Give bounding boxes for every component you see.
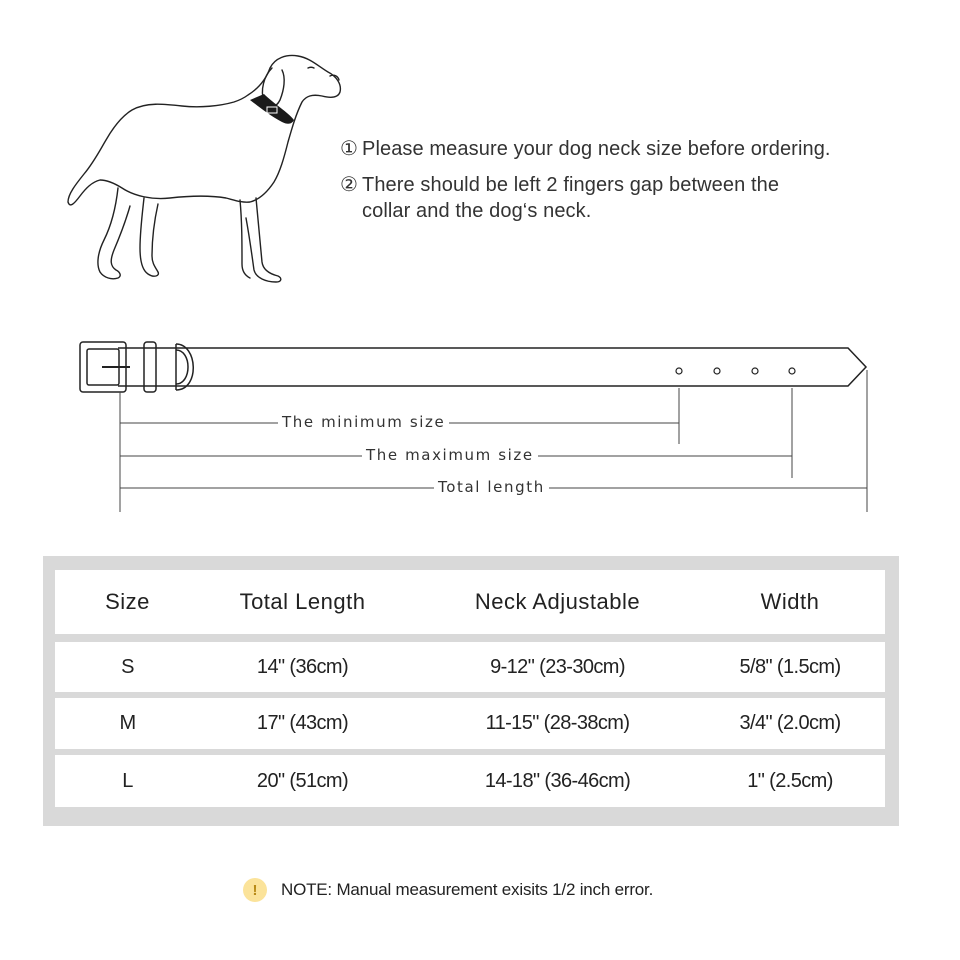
cell-total-length: 17" (43cm) (256, 712, 349, 734)
cell-total-length: 20" (51cm) (256, 769, 349, 792)
collar-strap (118, 348, 866, 386)
note-text: NOTE: Manual measurement exisits 1/2 inch error. (281, 880, 654, 899)
table-row (55, 642, 885, 692)
collar-diagram (0, 320, 960, 530)
min-size-label: The minimum size (278, 413, 449, 431)
total-length-label: Total length (434, 478, 549, 496)
cell-total-length: 14" (36cm) (256, 655, 349, 678)
cell-size: M (119, 712, 136, 734)
max-size-label: The maximum size (362, 446, 538, 464)
table-row (55, 698, 885, 749)
size-table (43, 556, 899, 826)
instruction-2-continuation: collar and the dog‘s neck. (362, 200, 592, 222)
instruction-2-text: There should be left 2 fingers gap between the (362, 174, 780, 196)
warning-icon: ! (243, 878, 267, 902)
keeper-loop (144, 342, 156, 392)
cell-width: 5/8" (1.5cm) (739, 655, 841, 678)
measurement-note (243, 877, 653, 903)
cell-width: 1" (2.5cm) (747, 769, 833, 792)
cell-neck-adjustable: 9-12" (23-30cm) (490, 655, 625, 678)
header-size: Size (105, 589, 150, 614)
cell-size: L (122, 769, 133, 792)
instruction-1-marker: ① (340, 138, 359, 160)
table-header-row (55, 570, 885, 634)
dog-illustration (60, 50, 350, 290)
header-total-length: Total Length (239, 589, 366, 614)
instruction-2-marker: ② (340, 174, 359, 196)
cell-width: 3/4" (2.0cm) (739, 712, 841, 734)
table-row (55, 755, 885, 807)
collar-hole (676, 368, 682, 374)
instruction-1-text: Please measure your dog neck size before ordering. (362, 138, 831, 160)
cell-neck-adjustable: 14-18" (36-46cm) (484, 769, 631, 792)
header-width: Width (760, 589, 820, 614)
instruction-2 (340, 172, 779, 197)
collar-hole (752, 368, 758, 374)
instruction-1 (340, 136, 831, 161)
header-neck-adjustable: Neck Adjustable (474, 589, 641, 614)
collar-hole (714, 368, 720, 374)
cell-neck-adjustable: 11-15" (28-38cm) (485, 712, 630, 734)
collar-hole (789, 368, 795, 374)
cell-size: S (121, 655, 134, 678)
